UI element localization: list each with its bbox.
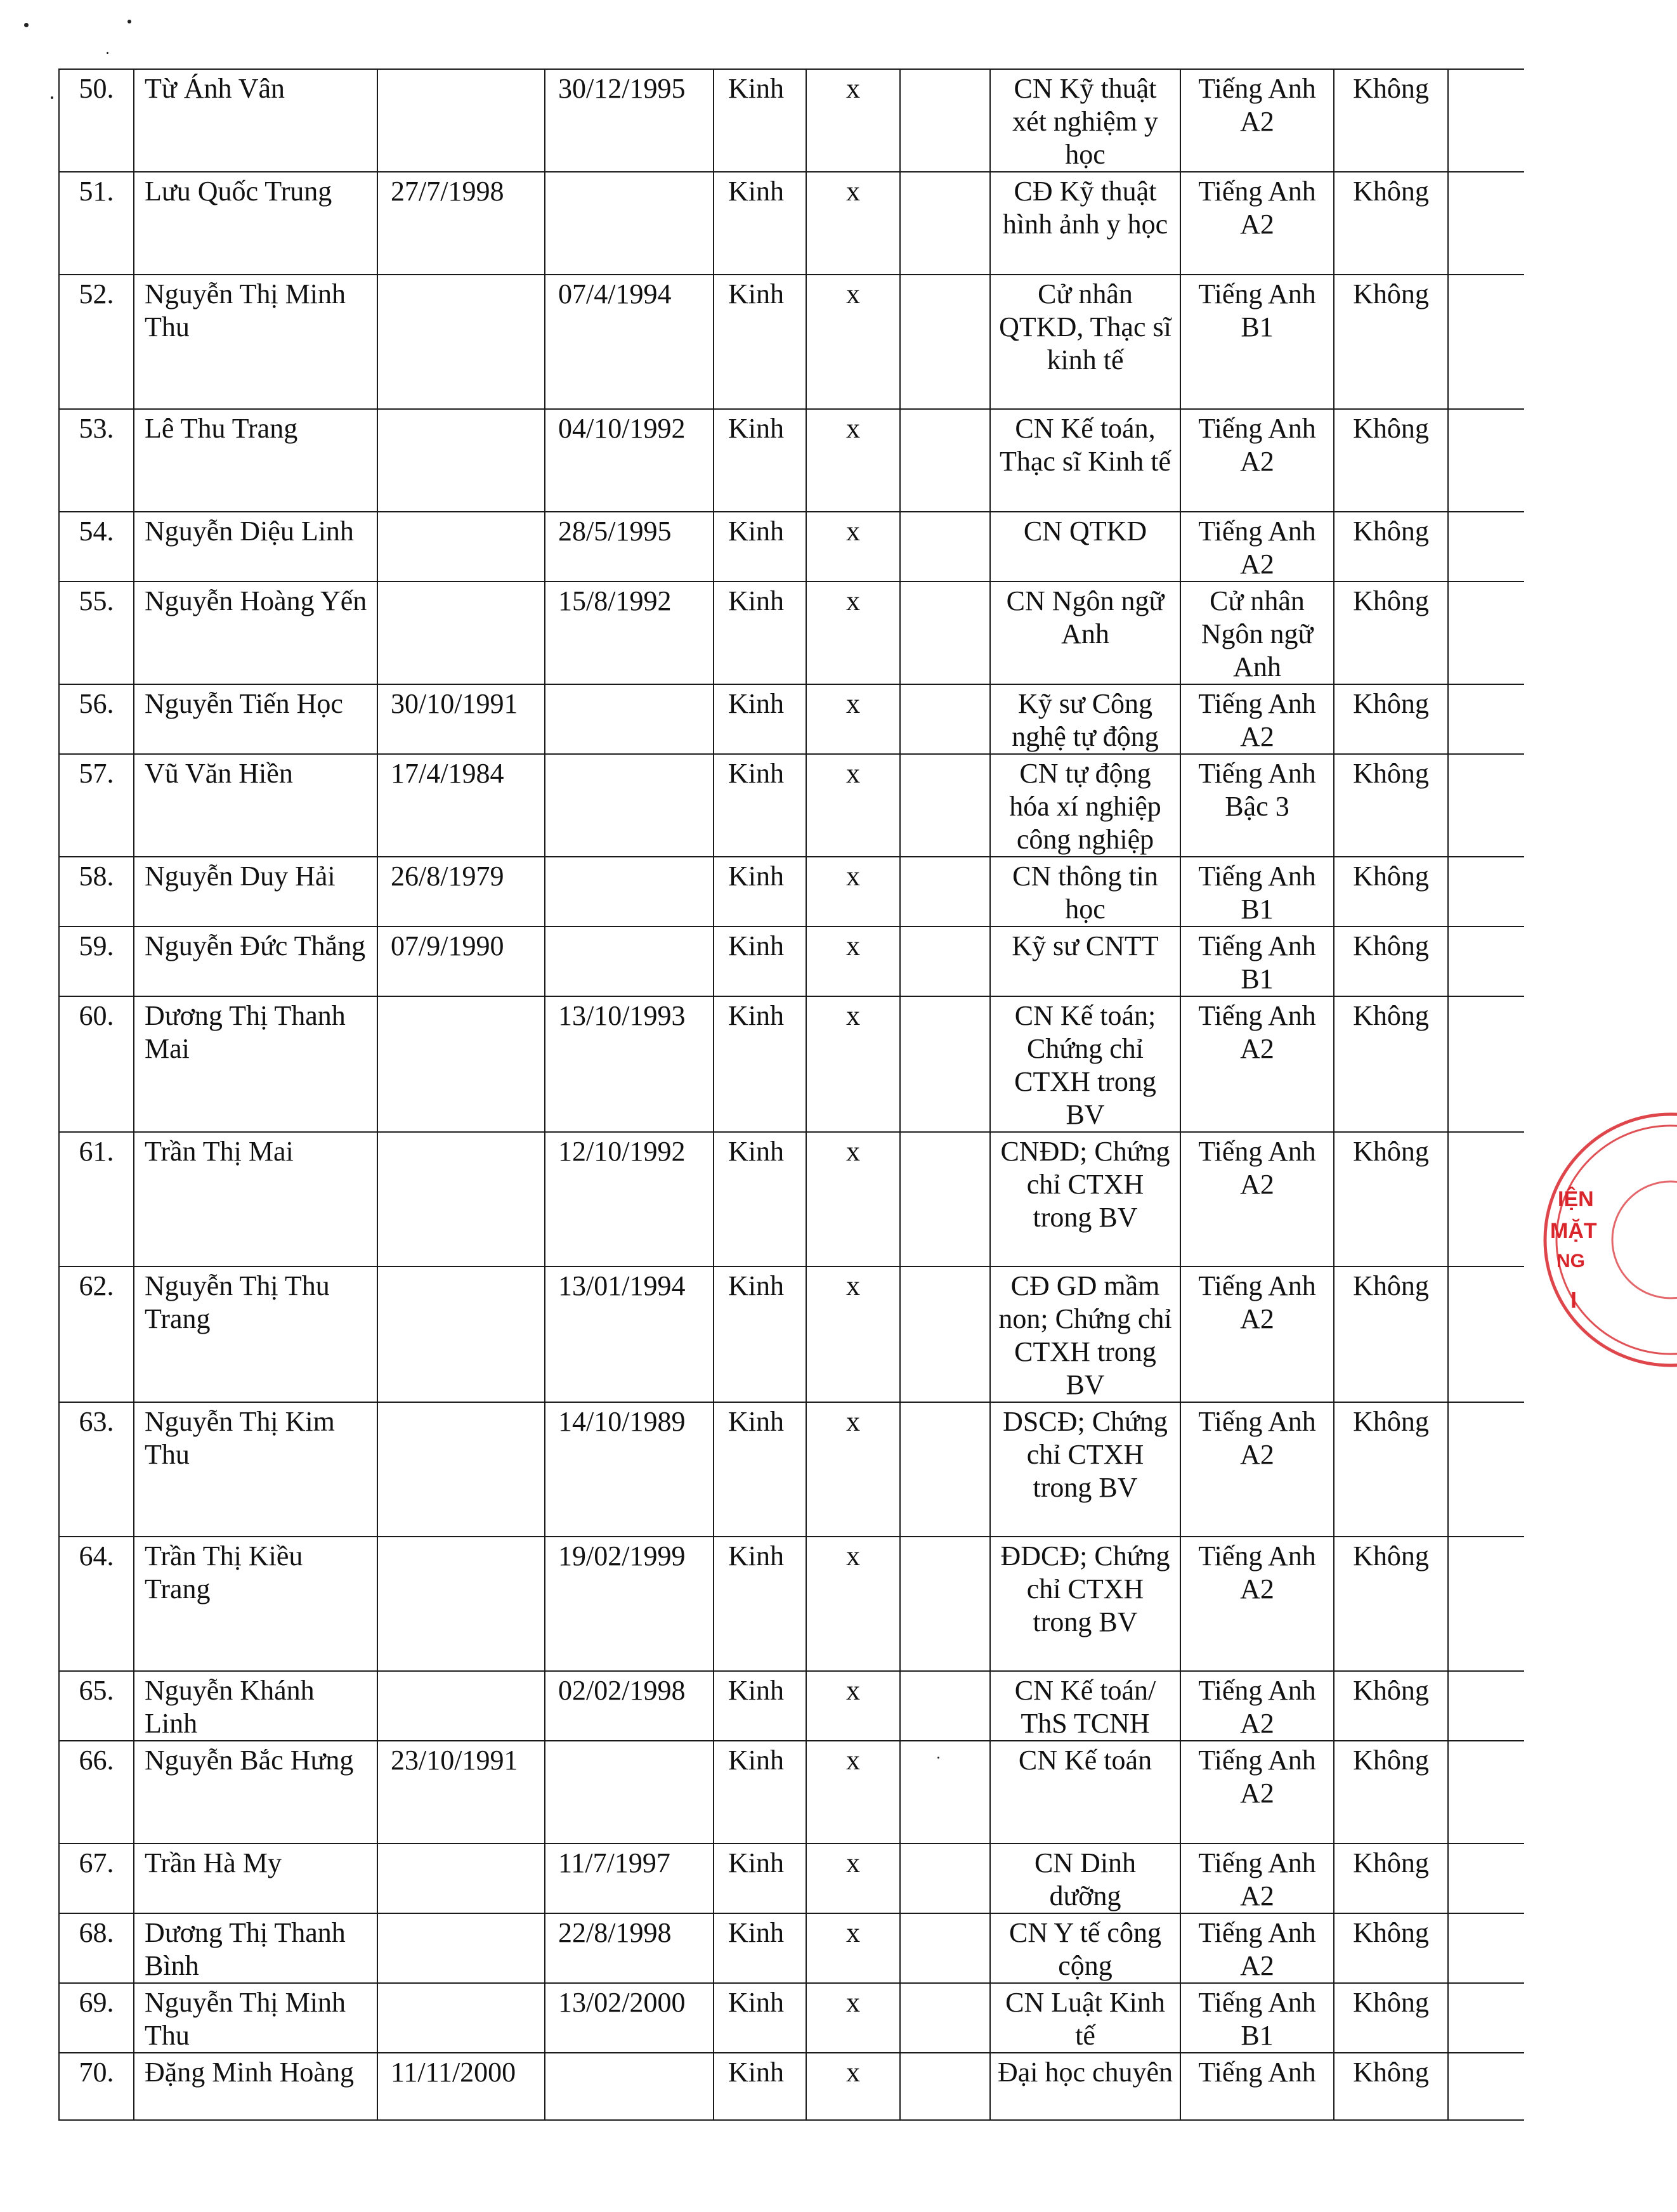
- other-cert: Không: [1334, 275, 1448, 409]
- other-cert: Không: [1334, 1266, 1448, 1402]
- qualification: CĐ GD mầm non; Chứng chỉ CTXH trong BV: [990, 1266, 1180, 1402]
- mark-x: x: [806, 1132, 900, 1266]
- full-name: Nguyễn Thị Kim Thu: [134, 1402, 377, 1537]
- blank-column: [900, 857, 990, 927]
- other-cert: Không: [1334, 1537, 1448, 1671]
- scan-speck: [127, 20, 131, 23]
- trailing-column: [1448, 172, 1524, 275]
- ethnicity: Kinh: [714, 512, 806, 582]
- row-number: 56.: [59, 684, 134, 754]
- blank-column: [900, 1983, 990, 2053]
- blank-column: [900, 927, 990, 996]
- scan-speck: [51, 96, 53, 99]
- qualification: CN Kế toán, Thạc sĩ Kinh tế: [990, 409, 1180, 512]
- full-name: Nguyễn Thị Thu Trang: [134, 1266, 377, 1402]
- trailing-column: [1448, 512, 1524, 582]
- row-number: 50.: [59, 69, 134, 172]
- ethnicity: Kinh: [714, 1913, 806, 1983]
- mark-x: x: [806, 1741, 900, 1844]
- table-row: [59, 69, 1524, 172]
- ethnicity: Kinh: [714, 275, 806, 409]
- row-number: 63.: [59, 1402, 134, 1537]
- blank-column: [900, 69, 990, 172]
- full-name: Từ Ánh Vân: [134, 69, 377, 172]
- dob-male: [377, 1537, 545, 1671]
- full-name: Nguyễn Đức Thắng: [134, 927, 377, 996]
- table-row: [59, 857, 1524, 927]
- dob-male: 23/10/1991: [377, 1741, 545, 1844]
- dob-male: [377, 1913, 545, 1983]
- dob-female: [545, 754, 714, 857]
- language-cert: Tiếng Anh A2: [1180, 1132, 1334, 1266]
- blank-column: [900, 275, 990, 409]
- language-cert: Tiếng Anh A2: [1180, 512, 1334, 582]
- qualification: CN thông tin học: [990, 857, 1180, 927]
- table-row: [59, 1913, 1524, 1983]
- language-cert: Cử nhân Ngôn ngữ Anh: [1180, 582, 1334, 684]
- full-name: Nguyễn Thị Minh Thu: [134, 275, 377, 409]
- ethnicity: Kinh: [714, 996, 806, 1132]
- table-row: [59, 1983, 1524, 2053]
- full-name: Vũ Văn Hiền: [134, 754, 377, 857]
- row-number: 67.: [59, 1844, 134, 1913]
- mark-x: x: [806, 684, 900, 754]
- dob-male: [377, 1844, 545, 1913]
- trailing-column: [1448, 1537, 1524, 1671]
- full-name: Nguyễn Khánh Linh: [134, 1671, 377, 1741]
- trailing-column: [1448, 582, 1524, 684]
- dob-female: [545, 1741, 714, 1844]
- blank-column: [900, 1913, 990, 1983]
- ethnicity: Kinh: [714, 927, 806, 996]
- language-cert: Tiếng Anh A2: [1180, 996, 1334, 1132]
- dob-female: [545, 927, 714, 996]
- ethnicity: Kinh: [714, 1266, 806, 1402]
- dob-male: [377, 69, 545, 172]
- qualification: CN Kỹ thuật xét nghiệm y học: [990, 69, 1180, 172]
- blank-column: [900, 684, 990, 754]
- language-cert: Tiếng Anh B1: [1180, 1983, 1334, 2053]
- dob-female: 12/10/1992: [545, 1132, 714, 1266]
- full-name: Nguyễn Duy Hải: [134, 857, 377, 927]
- ethnicity: Kinh: [714, 1132, 806, 1266]
- dob-female: 04/10/1992: [545, 409, 714, 512]
- table-row: [59, 1132, 1524, 1266]
- mark-x: x: [806, 409, 900, 512]
- table-row: [59, 1741, 1524, 1844]
- ethnicity: Kinh: [714, 1671, 806, 1741]
- mark-x: x: [806, 857, 900, 927]
- language-cert: Tiếng Anh A2: [1180, 1537, 1334, 1671]
- mark-x: x: [806, 582, 900, 684]
- dob-male: [377, 275, 545, 409]
- dob-female: 02/02/1998: [545, 1671, 714, 1741]
- mark-x: x: [806, 69, 900, 172]
- dob-female: 13/02/2000: [545, 1983, 714, 2053]
- other-cert: Không: [1334, 172, 1448, 275]
- qualification: CNĐD; Chứng chỉ CTXH trong BV: [990, 1132, 1180, 1266]
- stamp-text: IỆN: [1558, 1187, 1594, 1211]
- trailing-column: [1448, 754, 1524, 857]
- dob-male: [377, 1132, 545, 1266]
- table-row: [59, 1671, 1524, 1741]
- ethnicity: Kinh: [714, 1983, 806, 2053]
- row-number: 57.: [59, 754, 134, 857]
- other-cert: Không: [1334, 1671, 1448, 1741]
- ethnicity: Kinh: [714, 1741, 806, 1844]
- row-number: 52.: [59, 275, 134, 409]
- language-cert: Tiếng Anh A2: [1180, 69, 1334, 172]
- other-cert: Không: [1334, 754, 1448, 857]
- dob-male: [377, 582, 545, 684]
- dob-male: [377, 996, 545, 1132]
- full-name: Nguyễn Bắc Hưng: [134, 1741, 377, 1844]
- qualification: CN Ngôn ngữ Anh: [990, 582, 1180, 684]
- table-row: [59, 512, 1524, 582]
- other-cert: Không: [1334, 409, 1448, 512]
- ethnicity: Kinh: [714, 69, 806, 172]
- row-number: 59.: [59, 927, 134, 996]
- ethnicity: Kinh: [714, 582, 806, 684]
- language-cert: Tiếng Anh A2: [1180, 1266, 1334, 1402]
- blank-column: [900, 754, 990, 857]
- dob-male: 07/9/1990: [377, 927, 545, 996]
- trailing-column: [1448, 927, 1524, 996]
- dob-female: 14/10/1989: [545, 1402, 714, 1537]
- other-cert: Không: [1334, 1913, 1448, 1983]
- qualification: DSCĐ; Chứng chỉ CTXH trong BV: [990, 1402, 1180, 1537]
- other-cert: Không: [1334, 1132, 1448, 1266]
- table-row: [59, 275, 1524, 409]
- dob-female: [545, 172, 714, 275]
- mark-x: x: [806, 1913, 900, 1983]
- other-cert: Không: [1334, 512, 1448, 582]
- table-row: [59, 409, 1524, 512]
- ethnicity: Kinh: [714, 754, 806, 857]
- language-cert: Tiếng Anh A2: [1180, 1402, 1334, 1537]
- blank-column: [900, 1266, 990, 1402]
- qualification: CN Kế toán; Chứng chỉ CTXH trong BV: [990, 996, 1180, 1132]
- qualification: ĐDCĐ; Chứng chỉ CTXH trong BV: [990, 1537, 1180, 1671]
- dob-female: 28/5/1995: [545, 512, 714, 582]
- blank-column: [900, 1741, 990, 1844]
- language-cert: Tiếng Anh A2: [1180, 1671, 1334, 1741]
- qualification: CN Dinh dưỡng: [990, 1844, 1180, 1913]
- dob-male: 30/10/1991: [377, 684, 545, 754]
- qualification: CĐ Kỹ thuật hình ảnh y học: [990, 172, 1180, 275]
- row-number: 58.: [59, 857, 134, 927]
- other-cert: Không: [1334, 857, 1448, 927]
- blank-column: [900, 512, 990, 582]
- table-row: [59, 1537, 1524, 1671]
- language-cert: Tiếng Anh A2: [1180, 409, 1334, 512]
- language-cert: Tiếng Anh A2: [1180, 172, 1334, 275]
- blank-column: [900, 1844, 990, 1913]
- qualification: Đại học chuyên: [990, 2053, 1180, 2120]
- row-number: 55.: [59, 582, 134, 684]
- full-name: Đặng Minh Hoàng: [134, 2053, 377, 2120]
- row-number: 53.: [59, 409, 134, 512]
- language-cert: Tiếng Anh A2: [1180, 1913, 1334, 1983]
- qualification: CN tự động hóa xí nghiệp công nghiệp: [990, 754, 1180, 857]
- qualification: CN Y tế công cộng: [990, 1913, 1180, 1983]
- blank-column: [900, 1132, 990, 1266]
- row-number: 62.: [59, 1266, 134, 1402]
- full-name: Dương Thị Thanh Bình: [134, 1913, 377, 1983]
- other-cert: Không: [1334, 1741, 1448, 1844]
- blank-column: [900, 2053, 990, 2120]
- qualification: Kỹ sư Công nghệ tự động: [990, 684, 1180, 754]
- mark-x: x: [806, 172, 900, 275]
- trailing-column: [1448, 1741, 1524, 1844]
- qualification: CN Luật Kinh tế: [990, 1983, 1180, 2053]
- blank-column: [900, 996, 990, 1132]
- qualification: CN Kế toán/ ThS TCNH: [990, 1671, 1180, 1741]
- trailing-column: [1448, 1402, 1524, 1537]
- mark-x: x: [806, 1402, 900, 1537]
- dob-male: [377, 409, 545, 512]
- row-number: 66.: [59, 1741, 134, 1844]
- full-name: Dương Thị Thanh Mai: [134, 996, 377, 1132]
- scan-speck: [107, 52, 108, 54]
- row-number: 60.: [59, 996, 134, 1132]
- other-cert: Không: [1334, 69, 1448, 172]
- table-row: [59, 754, 1524, 857]
- mark-x: x: [806, 927, 900, 996]
- other-cert: Không: [1334, 996, 1448, 1132]
- other-cert: Không: [1334, 684, 1448, 754]
- ethnicity: Kinh: [714, 684, 806, 754]
- qualification: CN QTKD: [990, 512, 1180, 582]
- language-cert: Tiếng Anh B1: [1180, 857, 1334, 927]
- full-name: Lê Thu Trang: [134, 409, 377, 512]
- blank-column: [900, 1402, 990, 1537]
- dob-female: 13/10/1993: [545, 996, 714, 1132]
- table-row: [59, 1844, 1524, 1913]
- table-row: [59, 996, 1524, 1132]
- dob-female: 11/7/1997: [545, 1844, 714, 1913]
- mark-x: x: [806, 275, 900, 409]
- dob-male: [377, 1266, 545, 1402]
- dob-female: 07/4/1994: [545, 275, 714, 409]
- trailing-column: [1448, 69, 1524, 172]
- language-cert: Tiếng Anh Bậc 3: [1180, 754, 1334, 857]
- blank-column: [900, 172, 990, 275]
- full-name: Trần Thị Kiều Trang: [134, 1537, 377, 1671]
- dob-female: [545, 857, 714, 927]
- full-name: Nguyễn Diệu Linh: [134, 512, 377, 582]
- dob-male: [377, 512, 545, 582]
- full-name: Nguyễn Tiến Học: [134, 684, 377, 754]
- ethnicity: Kinh: [714, 1844, 806, 1913]
- blank-column: [900, 1537, 990, 1671]
- language-cert: Tiếng Anh: [1180, 2053, 1334, 2120]
- row-number: 64.: [59, 1537, 134, 1671]
- table-row: [59, 1402, 1524, 1537]
- dob-female: 30/12/1995: [545, 69, 714, 172]
- table-row: [59, 2053, 1524, 2120]
- language-cert: Tiếng Anh A2: [1180, 1741, 1334, 1844]
- ethnicity: Kinh: [714, 409, 806, 512]
- trailing-column: [1448, 684, 1524, 754]
- other-cert: Không: [1334, 927, 1448, 996]
- mark-x: x: [806, 1844, 900, 1913]
- language-cert: Tiếng Anh B1: [1180, 275, 1334, 409]
- row-number: 51.: [59, 172, 134, 275]
- other-cert: Không: [1334, 1983, 1448, 2053]
- full-name: Nguyễn Hoàng Yến: [134, 582, 377, 684]
- ethnicity: Kinh: [714, 2053, 806, 2120]
- mark-x: x: [806, 1671, 900, 1741]
- trailing-column: [1448, 409, 1524, 512]
- dob-male: [377, 1402, 545, 1537]
- dob-female: 22/8/1998: [545, 1913, 714, 1983]
- stamp-text: I: [1570, 1287, 1577, 1313]
- table-row: [59, 582, 1524, 684]
- dob-male: 26/8/1979: [377, 857, 545, 927]
- full-name: Trần Thị Mai: [134, 1132, 377, 1266]
- stamp-text: MẶT: [1550, 1219, 1597, 1243]
- full-name: Nguyễn Thị Minh Thu: [134, 1983, 377, 2053]
- ethnicity: Kinh: [714, 1537, 806, 1671]
- dob-male: 27/7/1998: [377, 172, 545, 275]
- row-number: 68.: [59, 1913, 134, 1983]
- blank-column: [900, 582, 990, 684]
- trailing-column: [1448, 275, 1524, 409]
- row-number: 65.: [59, 1671, 134, 1741]
- scan-speck: [24, 23, 29, 27]
- mark-x: x: [806, 996, 900, 1132]
- table-row: [59, 1266, 1524, 1402]
- row-number: 69.: [59, 1983, 134, 2053]
- row-number: 70.: [59, 2053, 134, 2120]
- dob-male: 11/11/2000: [377, 2053, 545, 2120]
- dob-female: 19/02/1999: [545, 1537, 714, 1671]
- qualification: CN Kế toán: [990, 1741, 1180, 1844]
- table-row: [59, 684, 1524, 754]
- stamp-text: NG: [1556, 1251, 1585, 1272]
- language-cert: Tiếng Anh B1: [1180, 927, 1334, 996]
- mark-x: x: [806, 1983, 900, 2053]
- red-seal-stamp: [1512, 1103, 1677, 1376]
- blank-column: [900, 409, 990, 512]
- dob-female: 15/8/1992: [545, 582, 714, 684]
- row-number: 54.: [59, 512, 134, 582]
- ethnicity: Kinh: [714, 1402, 806, 1537]
- other-cert: Không: [1334, 1844, 1448, 1913]
- blank-column: [900, 1671, 990, 1741]
- full-name: Trần Hà My: [134, 1844, 377, 1913]
- qualification: Cử nhân QTKD, Thạc sĩ kinh tế: [990, 275, 1180, 409]
- trailing-column: [1448, 1671, 1524, 1741]
- mark-x: x: [806, 754, 900, 857]
- dob-female: 13/01/1994: [545, 1266, 714, 1402]
- table-row: [59, 172, 1524, 275]
- trailing-column: [1448, 1913, 1524, 1983]
- trailing-column: [1448, 857, 1524, 927]
- dob-male: 17/4/1984: [377, 754, 545, 857]
- table-body: [59, 69, 1524, 2120]
- dob-female: [545, 684, 714, 754]
- mark-x: x: [806, 512, 900, 582]
- language-cert: Tiếng Anh A2: [1180, 1844, 1334, 1913]
- table-row: [59, 927, 1524, 996]
- other-cert: Không: [1334, 2053, 1448, 2120]
- mark-x: x: [806, 2053, 900, 2120]
- ethnicity: Kinh: [714, 857, 806, 927]
- full-name: Lưu Quốc Trung: [134, 172, 377, 275]
- candidate-table: [58, 68, 1524, 2121]
- trailing-column: [1448, 1983, 1524, 2053]
- dob-male: [377, 1983, 545, 2053]
- other-cert: Không: [1334, 582, 1448, 684]
- trailing-column: [1448, 2053, 1524, 2120]
- trailing-column: [1448, 1844, 1524, 1913]
- other-cert: Không: [1334, 1402, 1448, 1537]
- row-number: 61.: [59, 1132, 134, 1266]
- ethnicity: Kinh: [714, 172, 806, 275]
- qualification: Kỹ sư CNTT: [990, 927, 1180, 996]
- dob-female: [545, 2053, 714, 2120]
- mark-x: x: [806, 1266, 900, 1402]
- mark-x: x: [806, 1537, 900, 1671]
- language-cert: Tiếng Anh A2: [1180, 684, 1334, 754]
- dob-male: [377, 1671, 545, 1741]
